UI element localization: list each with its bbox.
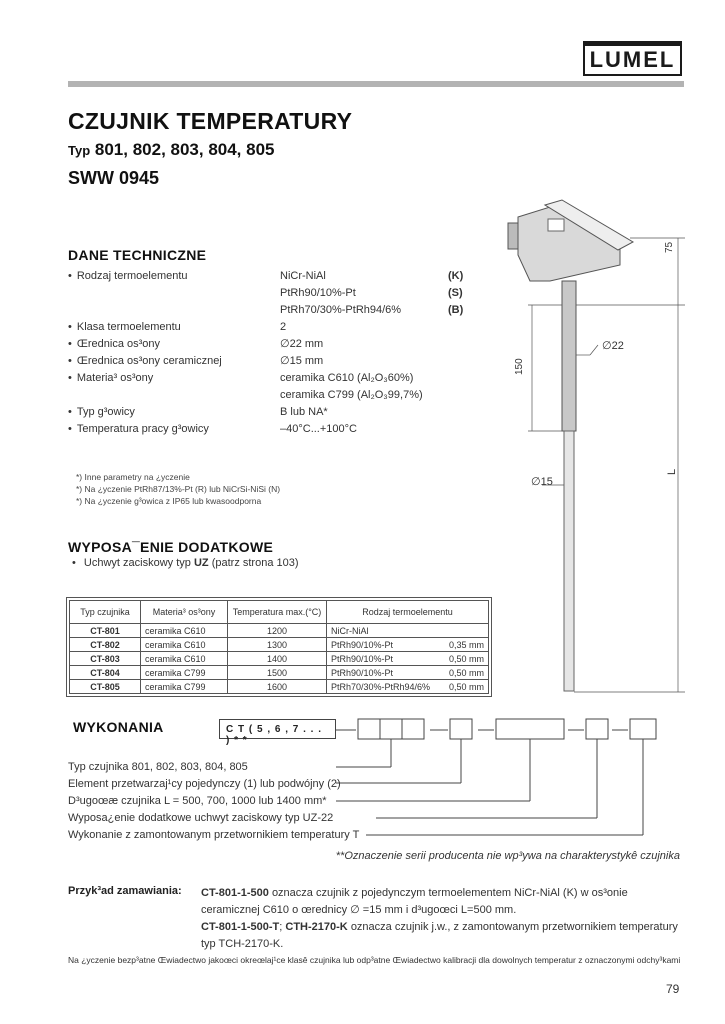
- tech-notes: [76, 471, 280, 507]
- th-temp: Temperatura max.(°C): [228, 601, 327, 624]
- tech-label: • Materia³ os³ony: [68, 370, 280, 387]
- order-code-diagram: [336, 715, 666, 845]
- table-row: [70, 638, 489, 652]
- table-cell: CT-802: [70, 638, 141, 652]
- table-cell: ceramika C610: [141, 638, 228, 652]
- example-text: [201, 885, 686, 953]
- series-footnote: **Oznaczenie serii producenta nie wp³ywa na charakterystykê czujnika: [335, 850, 680, 862]
- table-header-row: [70, 601, 489, 624]
- table-cell: CT-805: [70, 680, 141, 694]
- table-cell: CT-804: [70, 666, 141, 680]
- tech-label: • Rodzaj termoelementu: [68, 268, 280, 285]
- note-2: *) Na ¿yczenie PtRh87/13%-Pt (R) lub NiCrSi-NiSi (N): [76, 484, 281, 494]
- tech-row: [68, 421, 478, 438]
- tech-row: [68, 319, 478, 336]
- tech-row: [68, 336, 478, 353]
- dim-22: ∅22: [602, 340, 624, 352]
- accessories-heading: WYPOSA¯ENIE DODATKOWE: [68, 539, 274, 555]
- wykonania-heading: WYKONANIA: [73, 719, 164, 735]
- tech-value: PtRh70/30%-PtRh94/6%: [280, 304, 402, 316]
- table-cell: CT-803: [70, 652, 141, 666]
- tech-row: [68, 404, 478, 421]
- table-cell: 1400: [228, 652, 327, 666]
- tech-list: [68, 268, 478, 438]
- tech-value: ceramika C799 (Al₂O₃99,7%): [280, 389, 423, 401]
- tech-label: • Œrednica os³ony: [68, 336, 280, 353]
- table-cell: PtRh70/30%-PtRh94/6%: [327, 680, 446, 694]
- example-code-1: CT-801-1-500: [201, 887, 269, 899]
- table-cell: CT-801: [70, 624, 141, 638]
- table-cell: PtRh90/10%-Pt: [327, 652, 446, 666]
- table-row: [70, 666, 489, 680]
- tech-label: [68, 302, 280, 319]
- tech-row: [68, 387, 478, 404]
- table-cell: ceramika C799: [141, 680, 228, 694]
- th-element: Rodzaj termoelementu: [327, 601, 489, 624]
- tech-code: (K): [448, 270, 464, 282]
- tech-heading: DANE TECHNICZNE: [68, 247, 207, 263]
- tech-code: (B): [448, 304, 464, 316]
- table-cell: 1300: [228, 638, 327, 652]
- tech-row: [68, 285, 478, 302]
- tech-label: [68, 285, 280, 302]
- table-cell: 1200: [228, 624, 327, 638]
- tech-value: 2: [280, 321, 287, 333]
- dim-L: L: [666, 468, 678, 475]
- table-cell: 0,35 mm: [445, 638, 489, 652]
- th-type: Typ czujnika: [70, 601, 141, 624]
- sensor-drawing: [490, 195, 690, 715]
- table-cell: ceramika C799: [141, 666, 228, 680]
- note-3: *) Na ¿yczenie g³owica z IP65 lub kwasoodporna: [76, 496, 262, 506]
- table-row: [70, 680, 489, 694]
- wyk-line-5: Wykonanie z zamontowanym przetwornikiem temperatury T: [68, 829, 360, 841]
- table-cell: 0,50 mm: [445, 680, 489, 694]
- tech-value: –40°C...+100°C: [280, 423, 357, 435]
- table-cell: NiCr-NiAl: [327, 624, 446, 638]
- tech-row: [68, 268, 478, 285]
- table-cell: PtRh90/10%-Pt: [327, 666, 446, 680]
- tech-label: • Typ g³owicy: [68, 404, 280, 421]
- tech-value: ∅15 mm: [280, 355, 324, 367]
- tech-label: • Klasa termoelementu: [68, 319, 280, 336]
- type-prefix: Typ: [68, 143, 91, 158]
- tech-value: NiCr-NiAl: [280, 270, 326, 282]
- table-cell: 1600: [228, 680, 327, 694]
- sensor-table-frame: [66, 597, 492, 697]
- tech-row: [68, 370, 478, 387]
- dim-75: 75: [664, 241, 675, 253]
- accessory-item: [72, 555, 299, 572]
- tech-code: (S): [448, 287, 463, 299]
- ceramic-sheath: [564, 431, 574, 691]
- lumel-logo: LUMEL: [583, 41, 682, 76]
- dim-150: 150: [514, 358, 525, 375]
- tech-value: ceramika C610 (Al₂O₃60%): [280, 372, 414, 384]
- metal-sheath: [562, 281, 576, 431]
- header-bar: [68, 81, 684, 87]
- wykonania-lines: [68, 759, 359, 844]
- table-cell: 0,50 mm: [445, 652, 489, 666]
- bottom-note: Na ¿yczenie bezp³atne Œwiadectwo jakoœci okreœlaj¹ce klasê czujnika lub odp³atne Œwiadectwo kalibracji dla dowolnych temperatur z oznaczonymi odchy³kami: [68, 955, 681, 965]
- tech-value: B lub NA*: [280, 406, 328, 418]
- sensor-head: [508, 200, 633, 281]
- page-title: CZUJNIK TEMPERATURY: [68, 108, 353, 134]
- tech-row: [68, 302, 478, 319]
- accessory-code: UZ: [193, 557, 209, 569]
- wyk-line-3: D³ugoœæ czujnika L = 500, 700, 1000 lub 1400 mm*: [68, 795, 327, 807]
- tech-value: ∅22 mm: [280, 338, 324, 350]
- type-line: [68, 140, 275, 160]
- example-text-1: oznacza czujnik z pojedynczym termoelementem NiCr-NiAl (K) w os³onie ceramicznej C610 o œrednicy ∅ =15 mm i d³ugoœci L=500 mm.: [201, 887, 628, 916]
- accessory-prefix: Uchwyt zaciskowy typ: [83, 557, 191, 569]
- example-1: [201, 885, 686, 919]
- tech-row: [68, 353, 478, 370]
- table-cell: 1500: [228, 666, 327, 680]
- sensor-table: [69, 600, 489, 694]
- th-material: Materia³ os³ony: [141, 601, 228, 624]
- type-values: 801, 802, 803, 804, 805: [94, 140, 275, 159]
- sww-code: SWW 0945: [68, 168, 160, 188]
- example-text-2: oznacza czujnik j.w., z zamontowanym przetwornikiem temperatury typ TCH-2170-K.: [201, 921, 678, 950]
- table-cell: ceramika C610: [141, 652, 228, 666]
- wyk-line-1: Typ czujnika 801, 802, 803, 804, 805: [68, 761, 248, 773]
- example-code-3: CTH-2170-K: [285, 921, 348, 933]
- tech-label: [68, 387, 280, 404]
- example-2: CT-801-1-500-T; CTH-2170-K oznacza czujnik j.w., z zamontowanym przetwornikiem temperatury typ TCH-2170-K.: [201, 921, 678, 950]
- table-cell: 0,50 mm: [445, 666, 489, 680]
- table-cell: ceramika C610: [141, 624, 228, 638]
- tech-label: • Œrednica os³ony ceramicznej: [68, 353, 280, 370]
- example-label: Przyk³ad zamawiania:: [68, 885, 182, 897]
- dim-15: ∅15: [531, 476, 553, 488]
- table-row: [70, 624, 489, 638]
- accessory-suffix: (patrz strona 103): [211, 557, 299, 569]
- wyk-line-2: Element przetwarzaj¹cy pojedynczy (1) lub podwójny (2): [68, 778, 341, 790]
- note-1: *) Inne parametry na ¿yczenie: [76, 472, 190, 482]
- page-number: 79: [666, 982, 680, 996]
- table-cell: PtRh90/10%-Pt: [327, 638, 446, 652]
- table-cell: [445, 624, 489, 638]
- wyk-line-4: Wyposa¿enie dodatkowe uchwyt zaciskowy typ UZ-22: [68, 812, 334, 824]
- tech-value: PtRh90/10%-Pt: [280, 287, 356, 299]
- example-code-2: CT-801-1-500-T: [201, 921, 280, 933]
- table-row: [70, 652, 489, 666]
- order-code-prefix: C T ( 5 , 6 , 7 . . . ) * *: [219, 719, 336, 739]
- tech-label: • Temperatura pracy g³owicy: [68, 421, 280, 438]
